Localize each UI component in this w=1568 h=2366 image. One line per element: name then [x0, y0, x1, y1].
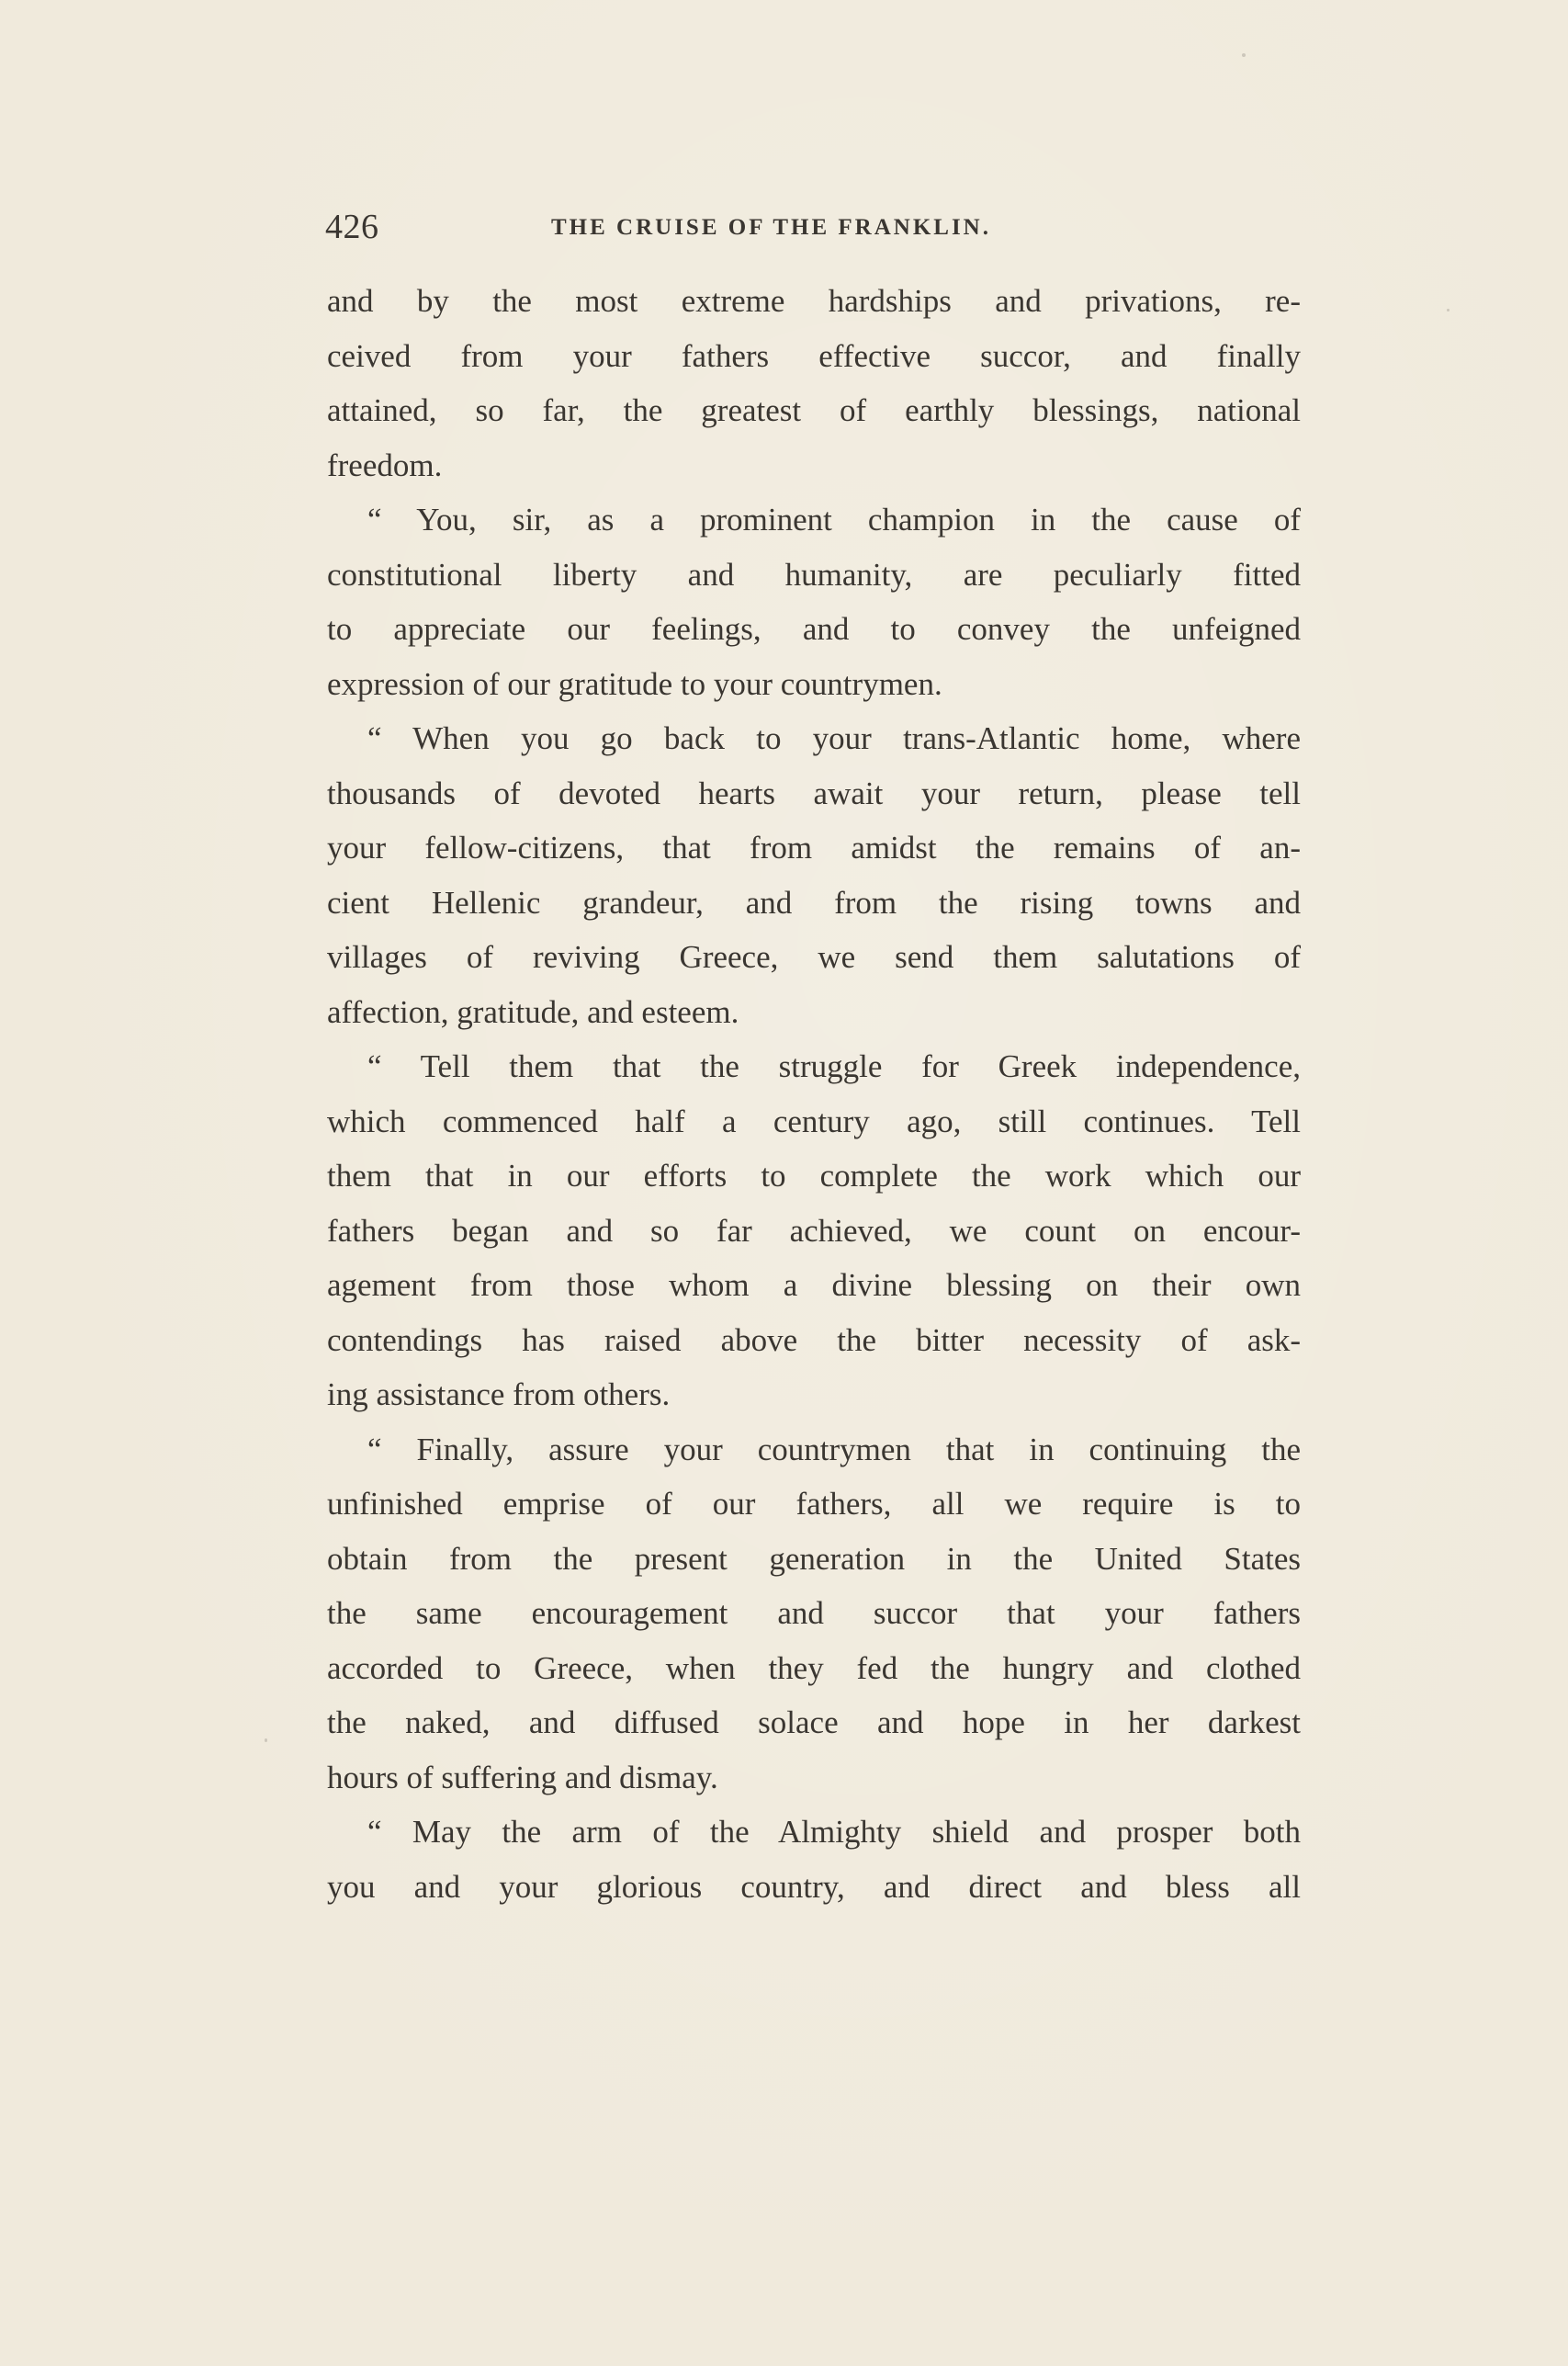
text-line: “ Tell them that the struggle for Greek independence, [367, 1048, 1301, 1084]
text-line: contendings has raised above the bitter necessity of ask- [327, 1321, 1301, 1358]
text-line: cient Hellenic grandeur, and from the rising towns and [327, 884, 1301, 921]
page-header [325, 204, 1306, 250]
text-line: “ Finally, assure your countrymen that in continuing the [367, 1431, 1301, 1467]
running-head: THE CRUISE OF THE FRANKLIN. [551, 215, 991, 240]
text-line: ceived from your fathers effective succor, and finally [327, 337, 1301, 374]
text-line: attained, so far, the greatest of earthly blessings, national [327, 392, 1301, 428]
text-line: them that in our efforts to complete the work which our [327, 1158, 1301, 1194]
body-text [327, 274, 1301, 1914]
page-number: 426 [325, 208, 379, 246]
text-line: villages of reviving Greece, we send them salutations of [327, 939, 1301, 975]
text-line: thousands of devoted hearts await your return, please tell [327, 775, 1301, 811]
text-line: ing assistance from others. [327, 1376, 671, 1412]
paper-speck [265, 1738, 267, 1742]
text-line: the naked, and diffused solace and hope in her darkest [327, 1704, 1301, 1740]
text-line: affection, gratitude, and esteem. [327, 993, 739, 1030]
text-line: “ When you go back to your trans-Atlantic home, where [367, 720, 1301, 756]
paper-speck [1242, 53, 1246, 57]
text-line: constitutional liberty and humanity, are peculiarly fitted [327, 556, 1301, 593]
text-line: and by the most extreme hardships and privations, re- [327, 283, 1301, 319]
text-line: the same encouragement and succor that your fathers [327, 1595, 1301, 1631]
text-line: agement from those whom a divine blessing on their own [327, 1267, 1301, 1303]
text-line: you and your glorious country, and direct and bless all [327, 1868, 1301, 1905]
text-line: your fellow-citizens, that from amidst the remains of an- [327, 830, 1301, 866]
text-line: unfinished emprise of our fathers, all we require is to [327, 1486, 1301, 1522]
text-line: to appreciate our feelings, and to convey the unfeigned [327, 611, 1301, 647]
text-line: fathers began and so far achieved, we count on encour- [327, 1212, 1301, 1249]
text-line: accorded to Greece, when they fed the hungry and clothed [327, 1649, 1301, 1686]
text-line: “ May the arm of the Almighty shield and prosper both [367, 1814, 1301, 1850]
text-line: freedom. [327, 447, 443, 483]
text-line: which commenced half a century ago, still continues. Tell [327, 1103, 1301, 1139]
text-line: obtain from the present generation in the United States [327, 1540, 1301, 1577]
paper-speck [1447, 309, 1450, 311]
text-line: hours of suffering and dismay. [327, 1759, 718, 1795]
text-line: “ You, sir, as a prominent champion in the cause of [367, 502, 1301, 538]
text-line: expression of our gratitude to your countrymen. [327, 665, 942, 702]
